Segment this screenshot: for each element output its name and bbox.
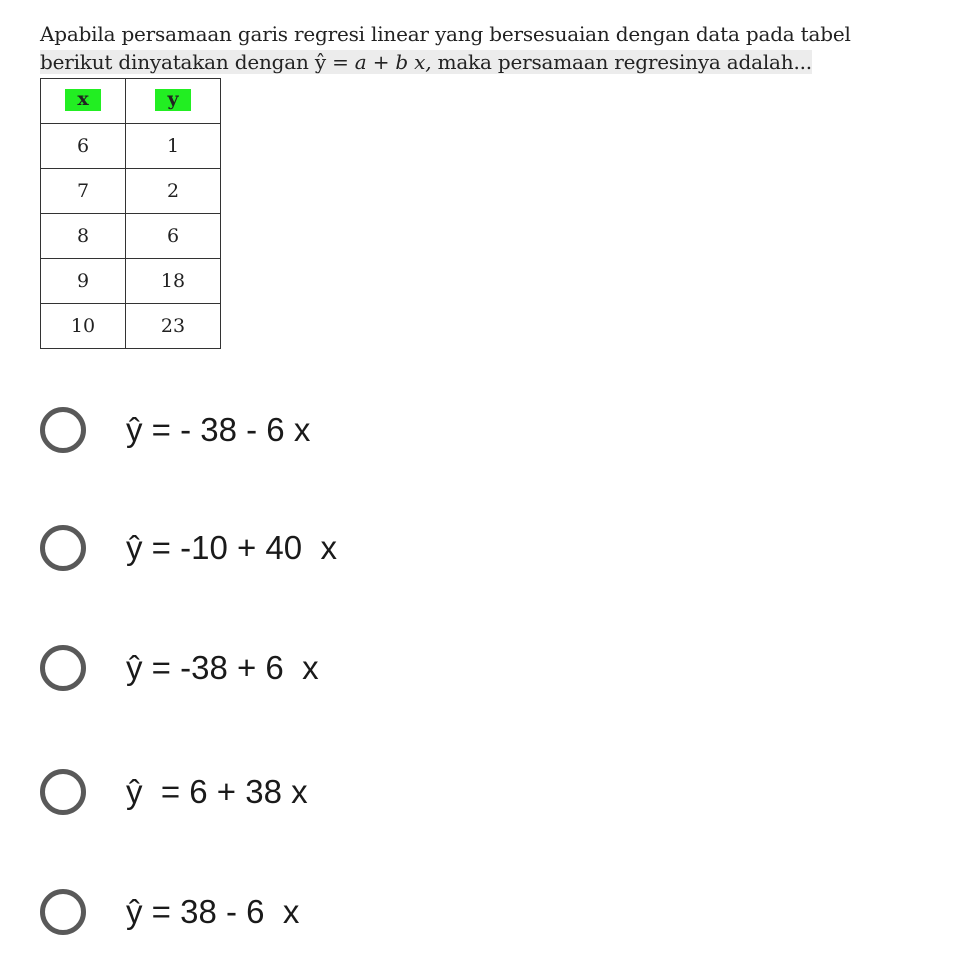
answer-option-d[interactable] bbox=[40, 760, 640, 824]
answer-option-label: ŷ = 38 - 6 x bbox=[126, 893, 300, 930]
table-header-y bbox=[126, 79, 221, 124]
table-cell-y: 2 bbox=[126, 169, 221, 214]
answer-option-c[interactable] bbox=[40, 636, 640, 700]
radio-button-icon[interactable] bbox=[40, 407, 86, 453]
question-line-2-suffix: maka persamaan regresinya adalah... bbox=[431, 50, 812, 74]
answer-option-label: ŷ = - 38 - 6 x bbox=[126, 411, 311, 448]
question-line-1: Apabila persamaan garis regresi linear yang bersesuaian dengan data pada tabel bbox=[40, 22, 851, 46]
table-cell-x: 7 bbox=[41, 169, 126, 214]
table-cell-x: 6 bbox=[41, 124, 126, 169]
table-cell-y: 1 bbox=[126, 124, 221, 169]
table-row bbox=[41, 214, 221, 259]
radio-button-icon[interactable] bbox=[40, 525, 86, 571]
answer-option-b[interactable] bbox=[40, 516, 640, 580]
table-cell-x: 8 bbox=[41, 214, 126, 259]
header-y-label: y bbox=[155, 89, 191, 111]
answer-option-label: ŷ = 6 + 38 x bbox=[126, 773, 308, 810]
radio-button-icon[interactable] bbox=[40, 645, 86, 691]
answer-option-label: ŷ = -38 + 6 x bbox=[126, 649, 319, 686]
table-row bbox=[41, 169, 221, 214]
table-row bbox=[41, 124, 221, 169]
table-cell-x: 10 bbox=[41, 304, 126, 349]
question-line-2-highlight bbox=[40, 50, 812, 74]
answer-option-e[interactable] bbox=[40, 880, 640, 944]
equation-yhat: ŷ bbox=[314, 50, 326, 74]
data-table bbox=[40, 78, 221, 349]
question-line-2-prefix: berikut dinyatakan dengan bbox=[40, 50, 315, 74]
question-line-2 bbox=[40, 48, 940, 76]
regression-equation bbox=[315, 50, 432, 74]
radio-button-icon[interactable] bbox=[40, 889, 86, 935]
equation-rest: = a + b x, bbox=[325, 50, 432, 74]
header-x-label: x bbox=[65, 89, 101, 111]
table-row bbox=[41, 259, 221, 304]
table-row bbox=[41, 304, 221, 349]
table-cell-y: 23 bbox=[126, 304, 221, 349]
answer-option-label: ŷ = -10 + 40 x bbox=[126, 529, 337, 566]
table-header-row bbox=[41, 79, 221, 124]
radio-button-icon[interactable] bbox=[40, 769, 86, 815]
table-cell-y: 18 bbox=[126, 259, 221, 304]
table-cell-x: 9 bbox=[41, 259, 126, 304]
table-cell-y: 6 bbox=[126, 214, 221, 259]
question-text bbox=[40, 20, 940, 76]
answer-option-a[interactable] bbox=[40, 398, 640, 462]
table-header-x bbox=[41, 79, 126, 124]
